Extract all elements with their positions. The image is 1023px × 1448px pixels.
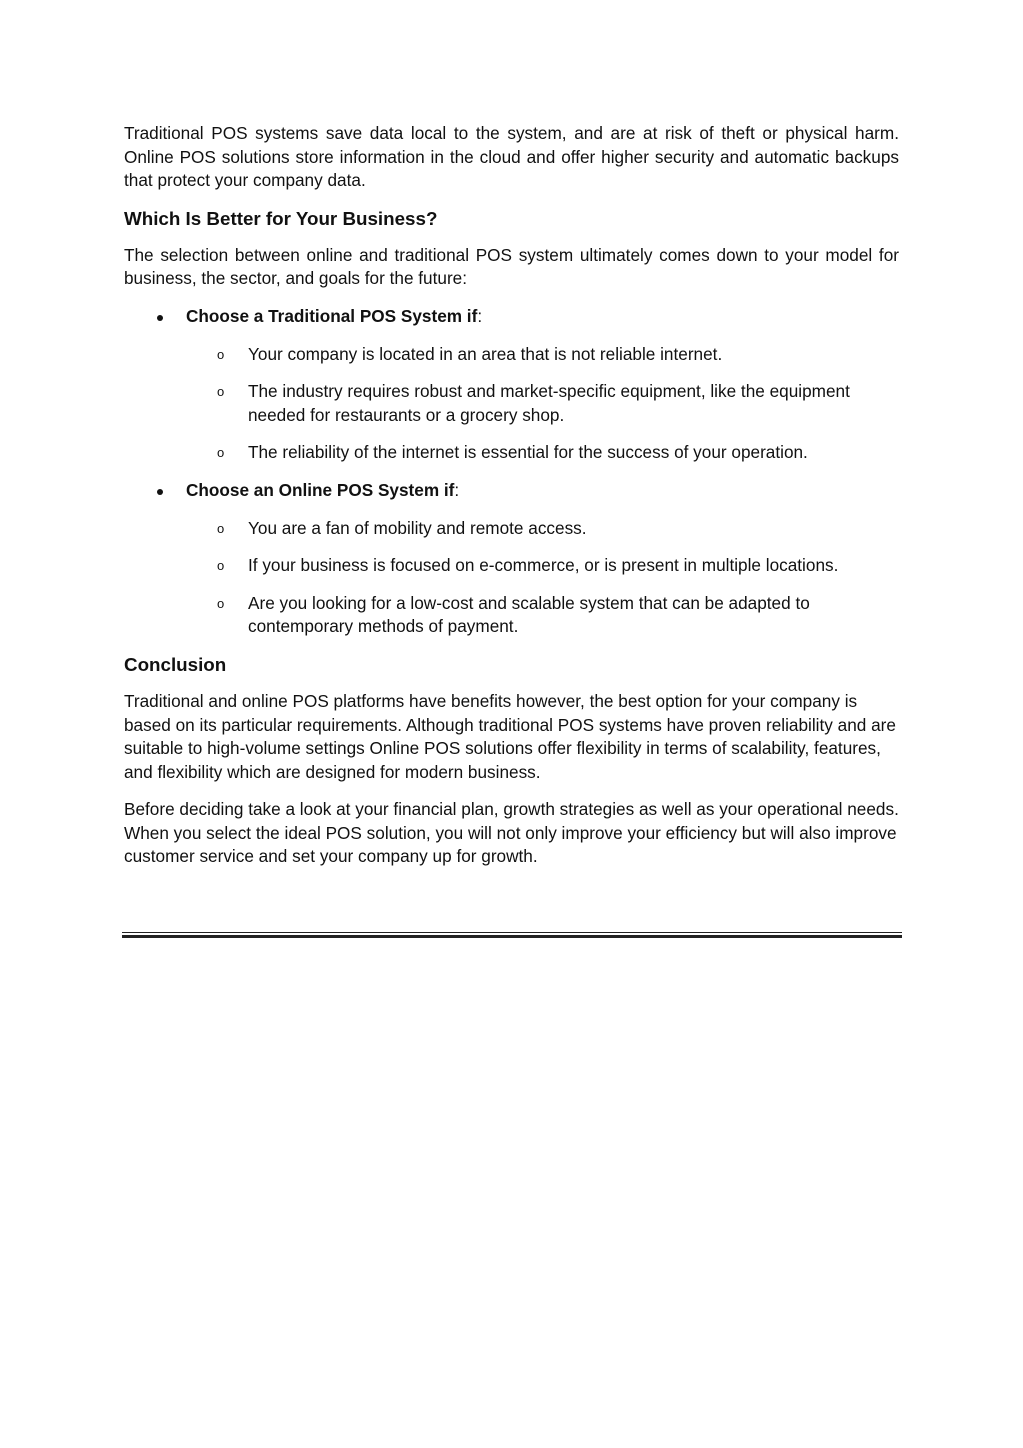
sub-list [186, 517, 899, 639]
list-item-text: The reliability of the internet is essential for the success of your operation. [248, 442, 808, 463]
circle-bullet-icon: o [217, 520, 225, 536]
list-item-text: Are you looking for a low-cost and scalable system that can be adapted to contemporary methods of payment. [248, 592, 810, 637]
list-item-text: If your business is focused on e-commerce, or is present in multiple locations. [248, 555, 839, 576]
section-lead-paragraph: The selection between online and traditional POS system ultimately comes down to your model for business, the sector, and goals for the future: [124, 244, 899, 289]
list-item-traditional [124, 305, 899, 465]
sub-list [186, 343, 899, 465]
double-horizontal-rule [122, 932, 902, 938]
bullet-heading: Choose a Traditional POS System if [186, 305, 478, 326]
list-item-text: You are a fan of mobility and remote access. [248, 517, 587, 538]
circle-bullet-icon: o [217, 558, 225, 574]
list-item-online [124, 479, 899, 639]
list-item [186, 592, 899, 639]
circle-bullet-icon: o [217, 445, 225, 461]
document-page [124, 122, 899, 869]
list-item [186, 554, 899, 578]
conclusion-paragraph: Traditional and online POS platforms have benefits however, the best option for your company is based on its particular requirements. Although traditional POS systems have proven reliability and are suitable to high-volume settings Online POS solutions offer flexibility in terms of scalability, features, and flexibility which are designed for modern business. [124, 690, 896, 782]
list-item-text: Your company is located in an area that is not reliable internet. [248, 343, 723, 364]
bullet-heading: Choose an Online POS System if [186, 479, 455, 500]
list-item [186, 380, 899, 427]
choice-list [124, 305, 899, 639]
bullet-suffix: : [477, 305, 483, 326]
conclusion-paragraph: Before deciding take a look at your financial plan, growth strategies as well as your operational needs. When you select the ideal POS solution, you will not only improve your efficiency but will also improve customer service and set your company up for growth. [124, 799, 899, 867]
bullet-suffix: : [454, 479, 460, 500]
section-heading-conclusion: Conclusion [124, 653, 227, 675]
list-item-text: The industry requires robust and market-specific equipment, like the equipment needed for restaurants or a grocery shop. [248, 381, 850, 425]
circle-bullet-icon: o [217, 346, 225, 362]
list-item [186, 441, 899, 465]
circle-bullet-icon: o [217, 384, 225, 400]
section-heading-better: Which Is Better for Your Business? [124, 207, 438, 229]
intro-paragraph: Traditional POS systems save data local to the system, and are at risk of theft or physical harm. Online POS solutions store information in the cloud and offer higher security and automatic backups that protect your company data. [124, 123, 899, 191]
list-item [186, 517, 899, 541]
circle-bullet-icon: o [217, 595, 225, 611]
list-item [186, 343, 899, 367]
